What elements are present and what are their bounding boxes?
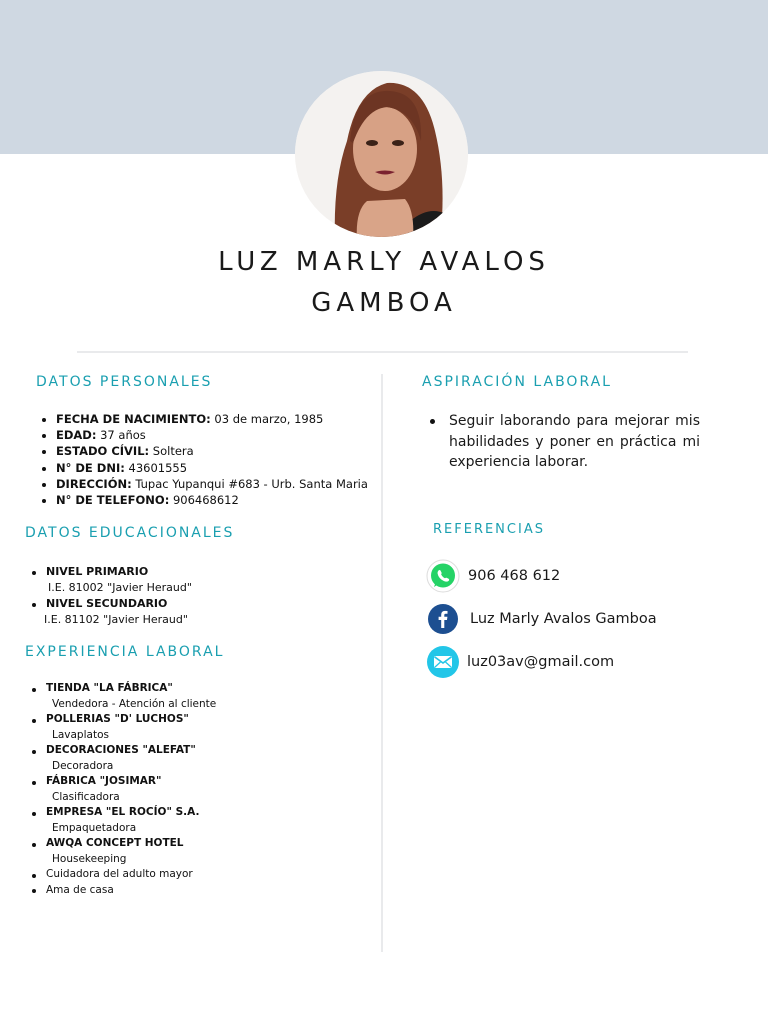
experience-list [30,681,216,898]
list-item: DIRECCIÓN: Tupac Yupanqui #683 - Urb. Santa Maria [40,476,368,492]
list-item: N° DE DNI: 43601555 [40,460,368,476]
divider-horizontal [77,351,688,353]
bullet [430,419,435,424]
personal-list [40,411,368,508]
section-title-education: DATOS EDUCACIONALES [25,525,235,541]
list-item: TIENDA "LA FÁBRICA" Vendedora - Atención al cliente [30,681,216,712]
list-item: NIVEL SECUNDARIO I.E. 81102 "Javier Heraud" [30,596,192,628]
section-title-aspiration: ASPIRACIÓN LABORAL [422,374,612,390]
list-item: DECORACIONES "ALEFAT" Decoradora [30,743,216,774]
divider-vertical [381,374,383,952]
list-item: EMPRESA "EL ROCÍO" S.A. Empaquetadora [30,805,216,836]
email-icon [427,646,459,678]
name-line-1: LUZ MARLY AVALOS [218,247,550,277]
phone-number: 906 468 612 [468,568,561,584]
education-list [30,564,192,628]
email-address: luz03av@gmail.com [467,654,615,670]
list-item: FECHA DE NACIMIENTO: 03 de marzo, 1985 [40,411,368,427]
list-item: AWQA CONCEPT HOTEL Housekeeping [30,836,216,867]
section-title-experience: EXPERIENCIA LABORAL [25,644,225,660]
reference-facebook [428,602,657,636]
list-item: Ama de casa [30,883,216,899]
list-item: EDAD: 37 años [40,427,368,443]
section-title-references: REFERENCIAS [433,522,545,537]
reference-email [427,645,614,679]
profile-photo [295,71,468,237]
list-item: POLLERIAS "D' LUCHOS" Lavaplatos [30,712,216,743]
list-item: FÁBRICA "JOSIMAR" Clasificadora [30,774,216,805]
facebook-icon [428,604,458,634]
aspiration-text: Seguir laborando para mejorar mis habilidades y poner en práctica mi experiencia laborar. [449,413,700,470]
list-item: ESTADO CÍVIL: Soltera [40,443,368,459]
name-line-2: GAMBOA [311,288,457,318]
reference-phone [426,559,560,593]
whatsapp-icon [426,559,460,593]
list-item: Cuidadora del adulto mayor [30,867,216,883]
facebook-name: Luz Marly Avalos Gamboa [470,611,657,627]
section-title-personal: DATOS PERSONALES [36,374,213,390]
list-item: NIVEL PRIMARIO I.E. 81002 "Javier Heraud" [30,564,192,596]
full-name [0,242,768,324]
list-item: N° DE TELEFONO: 906468612 [40,492,368,508]
